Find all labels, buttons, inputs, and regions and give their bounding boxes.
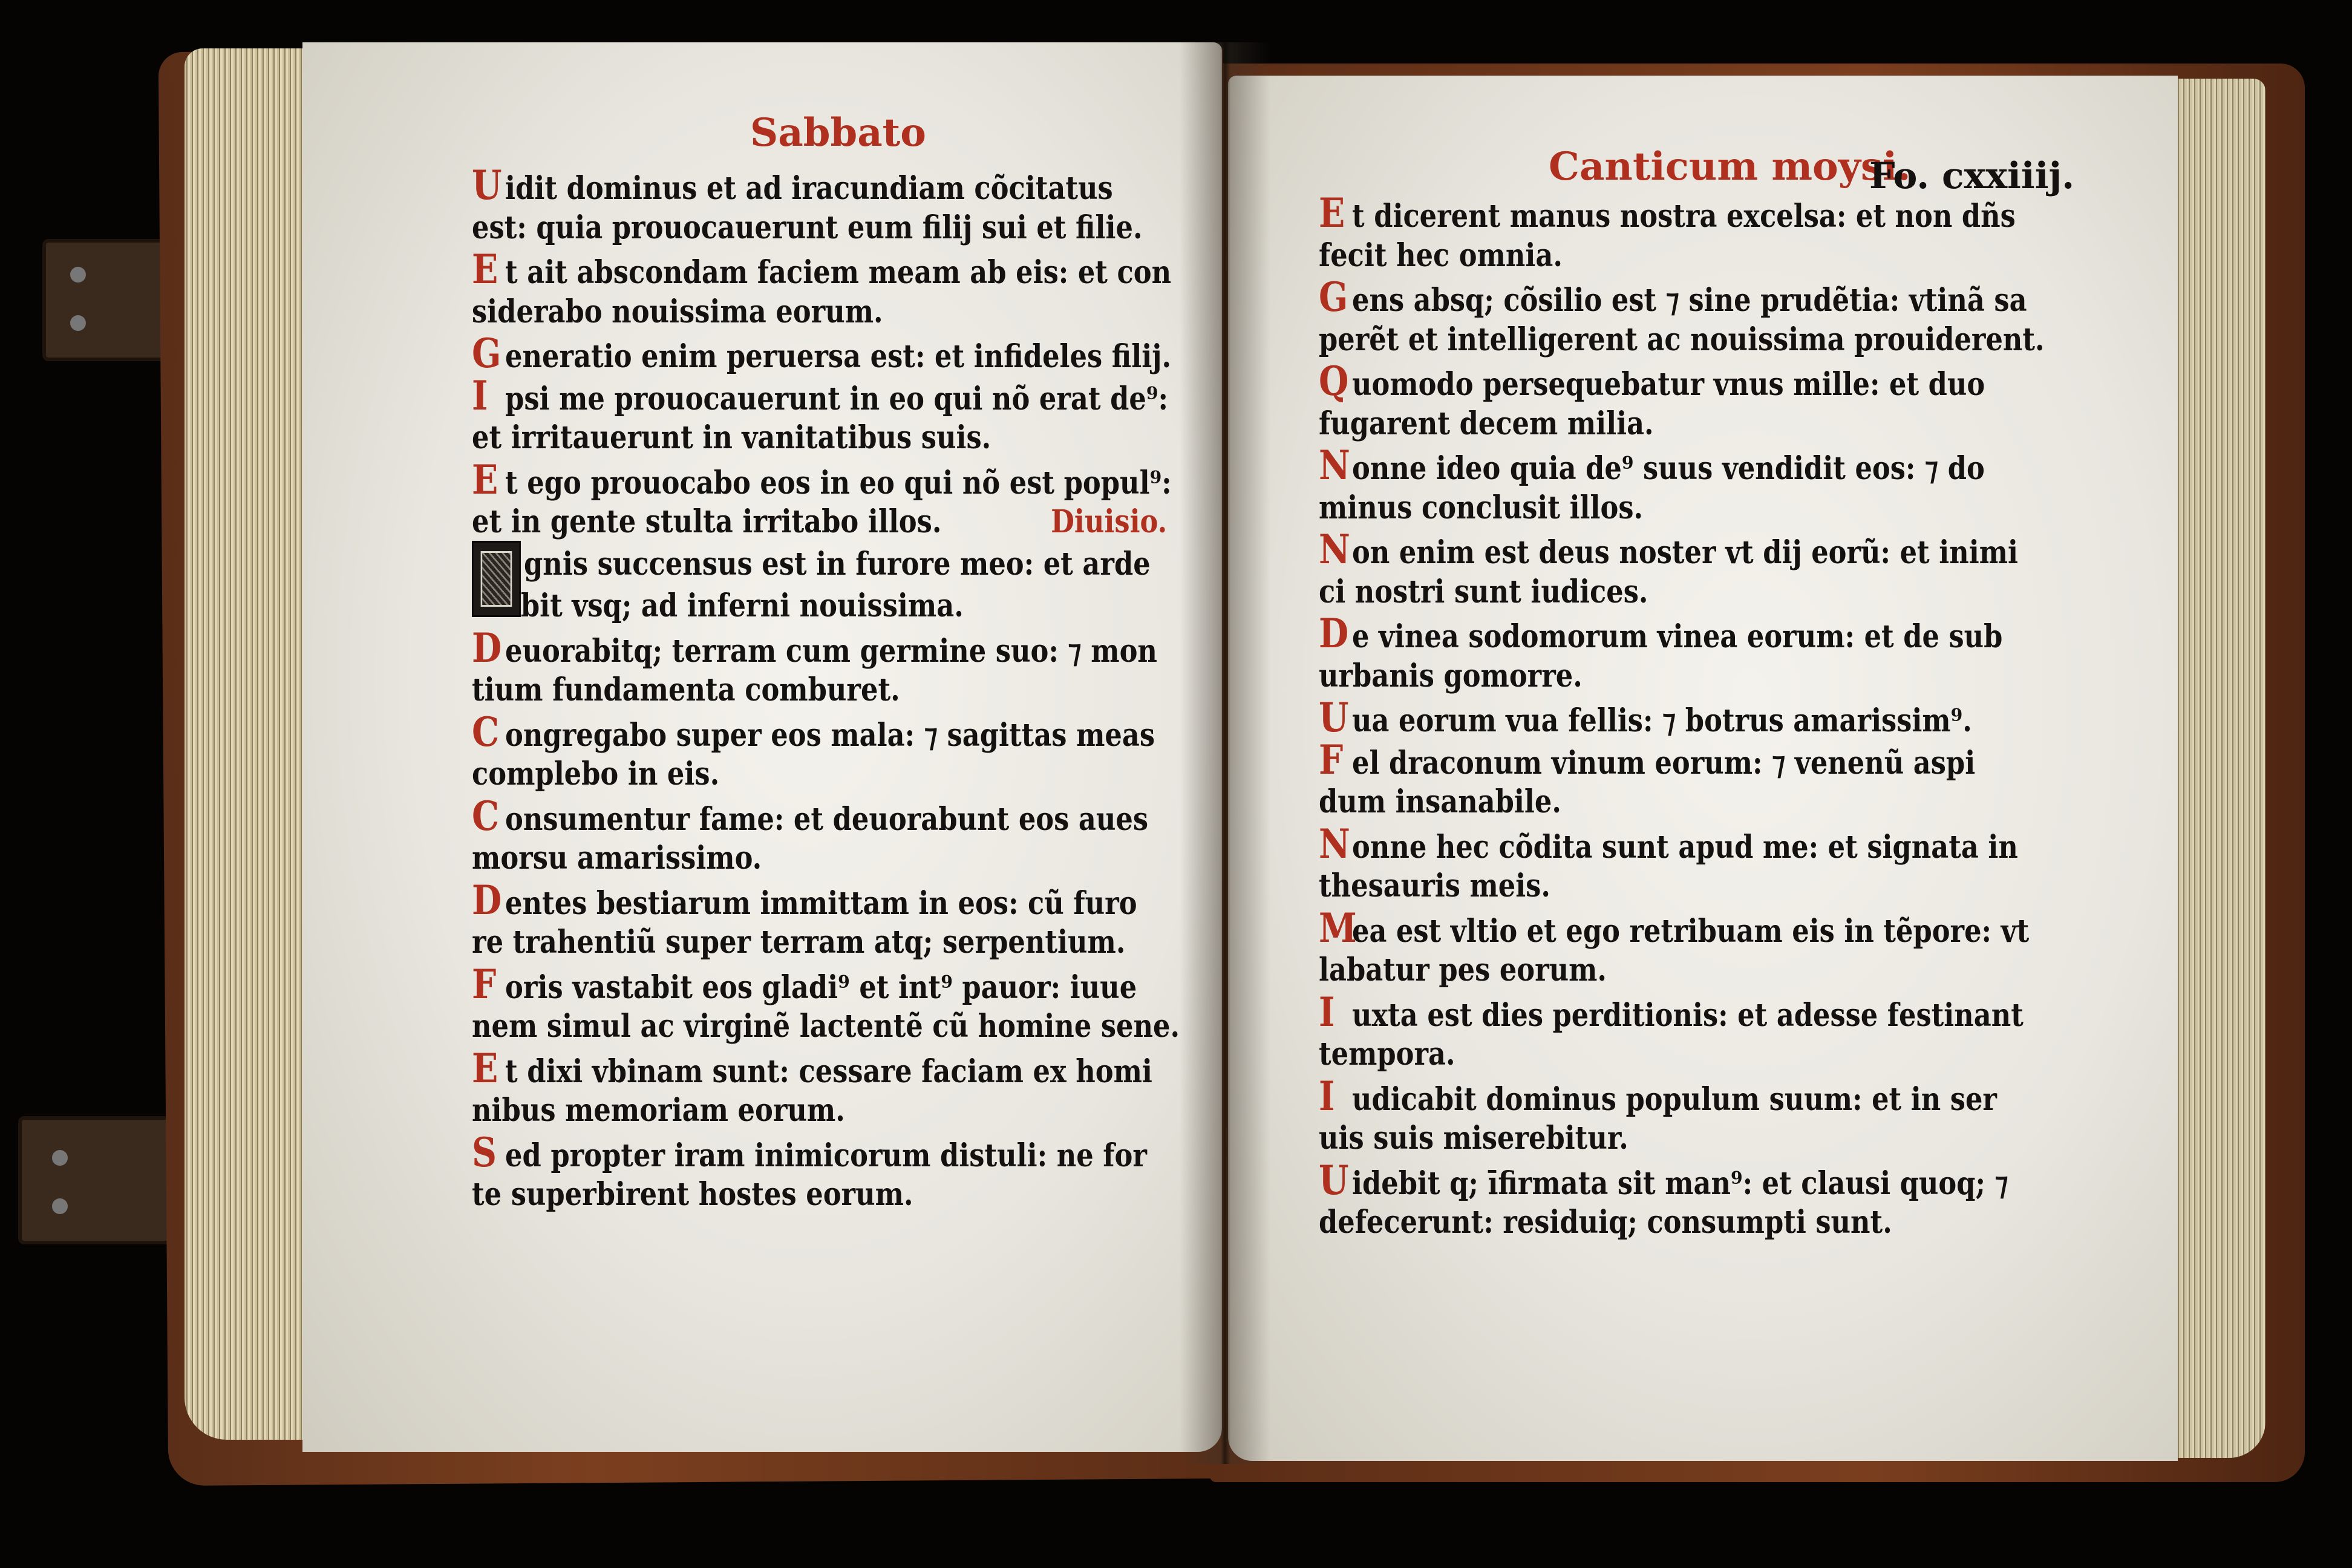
line-text: entes bestiarum immittam in eos: cũ furo <box>505 884 1137 922</box>
line-text: tempora. <box>1319 1036 1455 1073</box>
line-text: fecit hec omnia. <box>1319 237 1563 274</box>
text-line <box>1319 781 2045 823</box>
woodcut-ornament <box>481 551 512 607</box>
text-line <box>1319 235 2045 277</box>
text-line <box>1319 904 2045 952</box>
text-line <box>1319 949 2045 991</box>
text-line <box>1319 526 2045 573</box>
text-line <box>1319 610 2045 657</box>
text-line <box>472 162 1180 209</box>
line-text: complebo in eis. <box>472 756 720 792</box>
line-text: ua eorum vua fellis: ⁊ botrus amarissim⁹. <box>1352 702 1972 739</box>
line-text: et in gente stulta irritabo illos. <box>472 503 942 540</box>
left-page-text <box>472 162 1180 1216</box>
line-text: ea est vltio et ego retribuam eis in tẽpore: vt <box>1352 912 2030 950</box>
book-gutter <box>1180 42 1270 1464</box>
text-line <box>1319 403 2045 445</box>
text-line <box>472 837 1180 880</box>
text-line <box>472 1005 1180 1048</box>
red-initial: M <box>1319 904 1357 952</box>
text-line <box>472 246 1180 293</box>
red-initial: F <box>472 960 497 1008</box>
text-line <box>472 371 1180 419</box>
text-line <box>1319 358 2045 405</box>
red-initial: U <box>1319 1156 1349 1204</box>
line-text: te superbirent hostes eorum. <box>472 1176 913 1213</box>
text-line <box>472 1174 1180 1216</box>
red-initial: N <box>1319 442 1350 489</box>
line-text: ci nostri sunt iudices. <box>1319 573 1648 610</box>
page-edges-left <box>185 48 318 1440</box>
text-line <box>472 1089 1180 1132</box>
red-initial: I <box>1319 1072 1335 1120</box>
line-text: ed propter iram inimicorum distuli: ne for <box>505 1137 1147 1174</box>
line-text: onsumentur fame: et deuorabunt eos aues <box>505 800 1149 838</box>
clasp-rivet <box>52 1150 68 1166</box>
line-text: ongregabo super eos mala: ⁊ sagittas meas <box>505 716 1155 754</box>
line-text: dum insanabile. <box>1319 783 1561 820</box>
line-text: e vinea sodomorum vinea eorum: et de sub <box>1352 618 2003 655</box>
red-initial: C <box>472 792 500 840</box>
line-text: uis suis miserebitur. <box>1319 1120 1628 1157</box>
text-line <box>472 960 1180 1008</box>
line-text: nem simul ac virginẽ lactentẽ cũ homine sene. <box>472 1008 1180 1045</box>
text-line <box>1319 1156 2045 1204</box>
line-text: t ait abscondam faciem meam ab eis: et con <box>505 254 1172 291</box>
text-line <box>1319 820 2045 867</box>
line-text: thesauris meis. <box>1319 867 1550 904</box>
line-text: fugarent decem milia. <box>1319 405 1654 442</box>
line-text: et irritauerunt in vanitatibus suis. <box>472 419 991 456</box>
line-text: tium fundamenta comburet. <box>472 671 900 708</box>
red-initial: G <box>472 330 501 377</box>
text-line <box>472 876 1180 924</box>
line-text: defecerunt: residuiq; consumpti sunt. <box>1319 1204 1892 1241</box>
folio-number: Fo. cxxiiij. <box>1869 155 2075 197</box>
red-initial: U <box>1319 694 1349 741</box>
red-initial: U <box>472 162 502 209</box>
text-line <box>1319 694 2045 741</box>
red-initial: N <box>1319 526 1350 573</box>
line-text: labatur pes eorum. <box>1319 952 1607 988</box>
line-text: onne ideo quia de⁹ suus vendidit eos: ⁊ do <box>1352 450 1985 487</box>
text-line <box>1319 487 2045 529</box>
text-line <box>472 624 1180 671</box>
line-text: euorabitq; terram cum germine suo: ⁊ mon <box>505 632 1157 670</box>
text-line <box>472 207 1180 249</box>
line-text: onne hec cõdita sunt apud me: et signata in <box>1352 828 2018 866</box>
red-initial: I <box>1319 988 1335 1036</box>
line-text: ens absq; cõsilio est ⁊ sine prudẽtia: vtinã sa <box>1352 282 2027 319</box>
red-initial: Q <box>1319 358 1349 405</box>
text-line <box>472 708 1180 756</box>
text-line <box>472 543 1180 586</box>
woodcut-initial-i <box>472 541 521 617</box>
line-text: el draconum vinum eorum: ⁊ venenũ aspi <box>1352 744 1976 782</box>
text-line <box>472 330 1180 377</box>
text-line <box>1319 1072 2045 1120</box>
red-initial: C <box>472 708 500 756</box>
text-line <box>472 456 1180 503</box>
line-text: perẽt et intelligerent ac nouissima prouiderent. <box>1319 321 2045 358</box>
text-line <box>1319 189 2045 237</box>
clasp-rivet <box>52 1198 68 1214</box>
text-line <box>1319 1033 2045 1076</box>
text-line <box>472 1128 1180 1176</box>
red-initial: F <box>1319 736 1344 783</box>
red-initial: E <box>472 1044 498 1092</box>
text-line <box>1319 273 2045 321</box>
text-line <box>472 291 1180 333</box>
text-line <box>1319 1117 2045 1160</box>
text-line <box>1319 988 2045 1036</box>
line-text: t dicerent manus nostra excelsa: et non dñs <box>1352 198 2016 235</box>
clasp-rivet <box>70 315 86 331</box>
text-line <box>472 417 1180 459</box>
text-line <box>1319 655 2045 697</box>
text-line <box>472 501 1180 543</box>
line-text: uxta est dies perditionis: et adesse festinant <box>1352 996 2024 1034</box>
line-text: t ego prouocabo eos in eo qui nõ est popul⁹: <box>505 464 1172 501</box>
line-text: psi me prouocauerunt in eo qui nõ erat de⁹: <box>505 380 1168 417</box>
line-text: est: quia prouocauerunt eum filij sui et filie. <box>472 209 1143 246</box>
text-line <box>472 669 1180 711</box>
line-text: idit dominus et ad iracundiam cõcitatus <box>505 170 1113 207</box>
text-line <box>472 585 1180 627</box>
text-line <box>1319 571 2045 613</box>
line-text: siderabo nouissima eorum. <box>472 293 883 330</box>
text-line <box>472 921 1180 964</box>
red-initial: E <box>472 246 498 293</box>
red-initial: E <box>1319 189 1345 237</box>
text-line <box>472 753 1180 795</box>
line-text: nibus memoriam eorum. <box>472 1092 845 1129</box>
line-text: urbanis gomorre. <box>1319 657 1583 694</box>
text-line <box>472 1044 1180 1092</box>
line-text: uomodo persequebatur vnus mille: et duo <box>1352 366 1985 403</box>
line-text: t dixi vbinam sunt: cessare faciam ex homi <box>505 1053 1152 1090</box>
line-text: eneratio enim peruersa est: et infideles filij. <box>505 338 1172 375</box>
line-text: on enim est deus noster vt dij eorũ: et inimi <box>1352 534 2018 571</box>
text-line <box>1319 865 2045 907</box>
right-page-heading: Canticum moysi. <box>1549 144 1911 189</box>
red-initial: D <box>1319 610 1349 657</box>
red-initial: N <box>1319 820 1350 867</box>
text-line <box>472 792 1180 840</box>
line-text: morsu amarissimo. <box>472 840 762 877</box>
left-page-heading: Sabbato <box>750 110 926 155</box>
line-text: oris vastabit eos gladi⁹ et int⁹ pauor: iuue <box>505 969 1137 1006</box>
text-line <box>1319 736 2045 783</box>
text-line <box>1319 442 2045 489</box>
red-initial: I <box>472 371 488 419</box>
line-text: idebit q; īfirmata sit man⁹: et clausi quoq; ⁊ <box>1352 1165 2008 1202</box>
line-text: minus conclusit illos. <box>1319 489 1644 526</box>
line-text: bit vsq; ad inferni nouissima. <box>520 587 964 624</box>
line-text: re trahentiũ super terram atq; serpentium. <box>472 924 1126 961</box>
red-initial: S <box>472 1128 497 1176</box>
text-line <box>1319 1201 2045 1244</box>
red-initial: G <box>1319 273 1348 321</box>
line-text: gnis succensus est in furore meo: et arde <box>524 545 1151 583</box>
red-initial: D <box>472 624 502 671</box>
red-initial: D <box>472 876 502 924</box>
rubric-label: Diuisio. <box>1051 503 1168 540</box>
red-initial: E <box>472 456 498 503</box>
right-page-text <box>1319 189 2045 1244</box>
text-line <box>1319 319 2045 361</box>
line-text: udicabit dominus populum suum: et in ser <box>1352 1080 1997 1118</box>
clasp-rivet <box>70 267 86 283</box>
